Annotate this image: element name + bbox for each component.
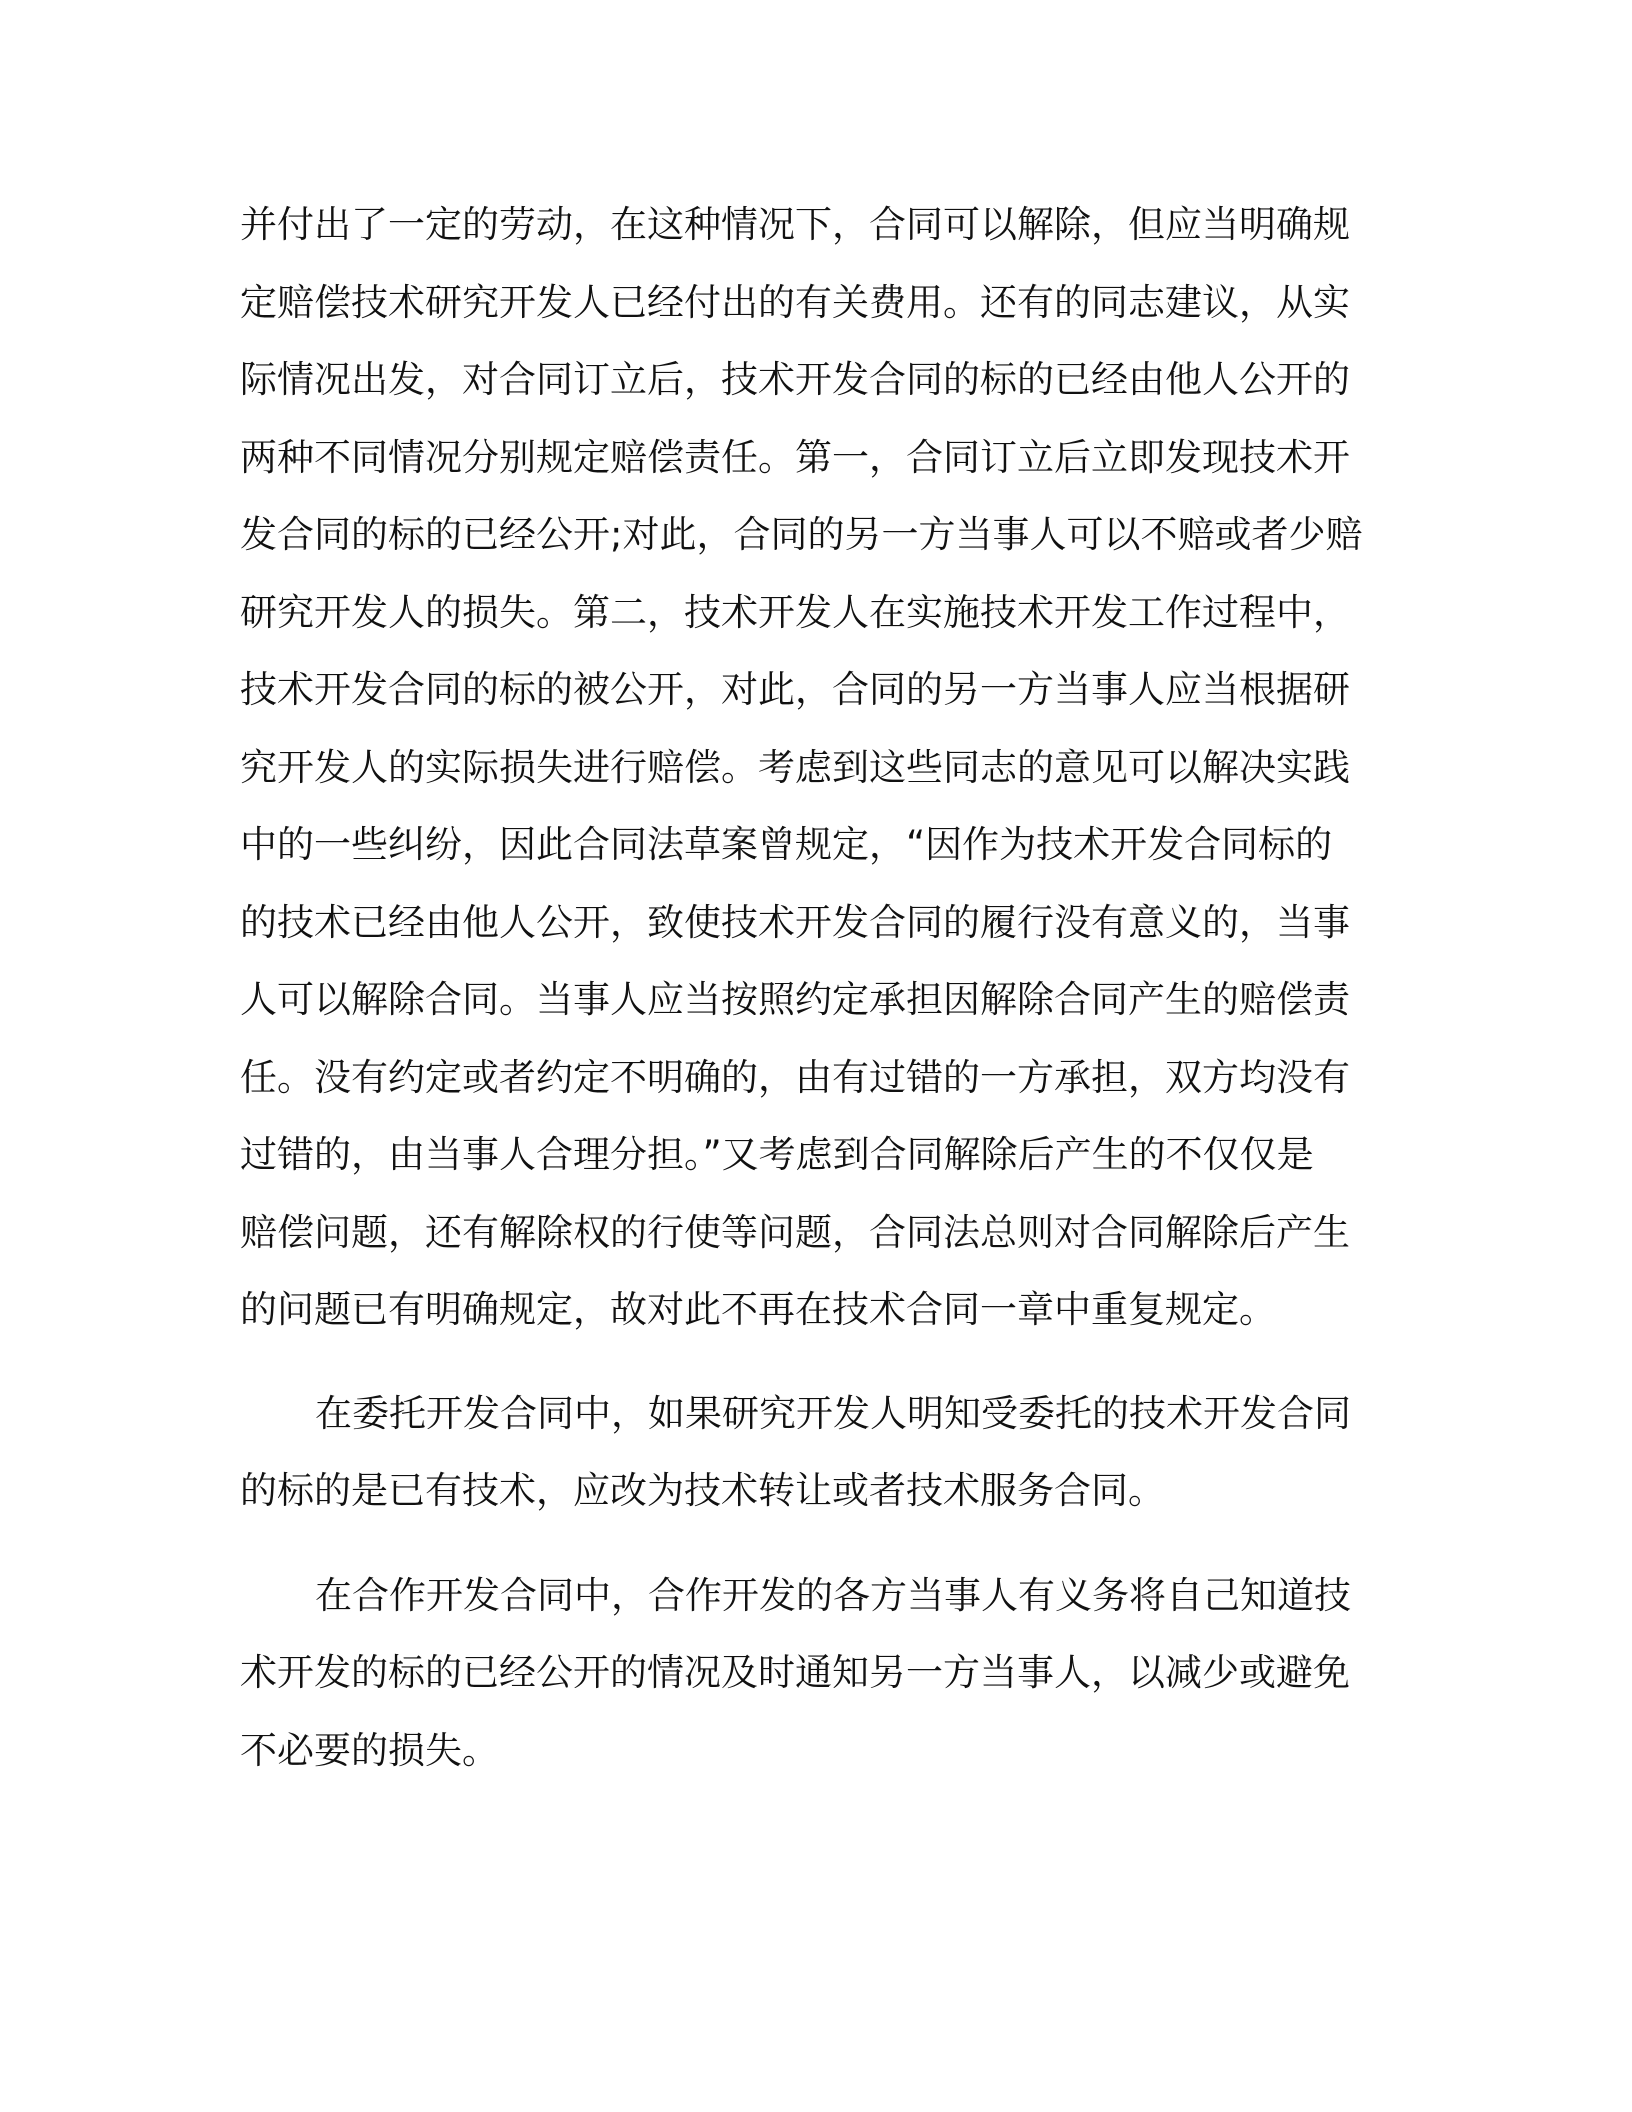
text-line: 的标的是已有技术，应改为技术转让或者技术服务合同。 (240, 1469, 1165, 1512)
text-line: 发合同的标的已经公开;对此，合同的另一方当事人可以不赔或者少赔 (240, 513, 1363, 556)
text-line: 在合作开发合同中，合作开发的各方当事人有义务将自己知道技 (315, 1573, 1351, 1617)
text-line: 不必要的损失。 (240, 1728, 499, 1772)
text-line: 研究开发人的损失。第二，技术开发人在实施技术开发工作过程中， (240, 590, 1350, 634)
text-line: 任。没有约定或者约定不明确的，由有过错的一方承担，双方均没有 (240, 1055, 1350, 1099)
paragraph-3 (240, 1557, 1380, 1790)
paragraph-1 (240, 186, 1380, 1349)
text-line: 的问题已有明确规定，故对此不再在技术合同一章中重复规定。 (240, 1288, 1276, 1331)
text-line: 并付出了一定的劳动，在这种情况下，合同可以解除，但应当明确规 (240, 203, 1350, 246)
text-line: 究开发人的实际损失进行赔偿。考虑到这些同志的意见可以解决实践 (240, 745, 1350, 789)
text-line: 在委托开发合同中，如果研究开发人明知受委托的技术开发合同 (315, 1391, 1351, 1435)
text-line: 的技术已经由他人公开，致使技术开发合同的履行没有意义的，当事 (240, 900, 1350, 944)
text-line: 定赔偿技术研究开发人已经付出的有关费用。还有的同志建议，从实 (240, 280, 1350, 324)
text-line: 两种不同情况分别规定赔偿责任。第一，合同订立后立即发现技术开 (240, 435, 1350, 479)
document-body (240, 186, 1380, 1789)
text-line: 中的一些纠纷，因此合同法草案曾规定，“因作为技术开发合同标的 (240, 823, 1333, 866)
text-line: 赔偿问题，还有解除权的行使等问题，合同法总则对合同解除后产生 (240, 1210, 1350, 1254)
text-line: 术开发的标的已经公开的情况及时通知另一方当事人，以减少或避免 (240, 1651, 1350, 1694)
text-line: 过错的，由当事人合理分担。”又考虑到合同解除后产生的不仅仅是 (240, 1133, 1314, 1176)
text-line: 际情况出发，对合同订立后，技术开发合同的标的已经由他人公开的 (240, 358, 1350, 401)
text-line: 人可以解除合同。当事人应当按照约定承担因解除合同产生的赔偿责 (240, 978, 1350, 1021)
paragraph-2 (240, 1375, 1380, 1530)
text-line: 技术开发合同的标的被公开，对此，合同的另一方当事人应当根据研 (240, 668, 1350, 711)
